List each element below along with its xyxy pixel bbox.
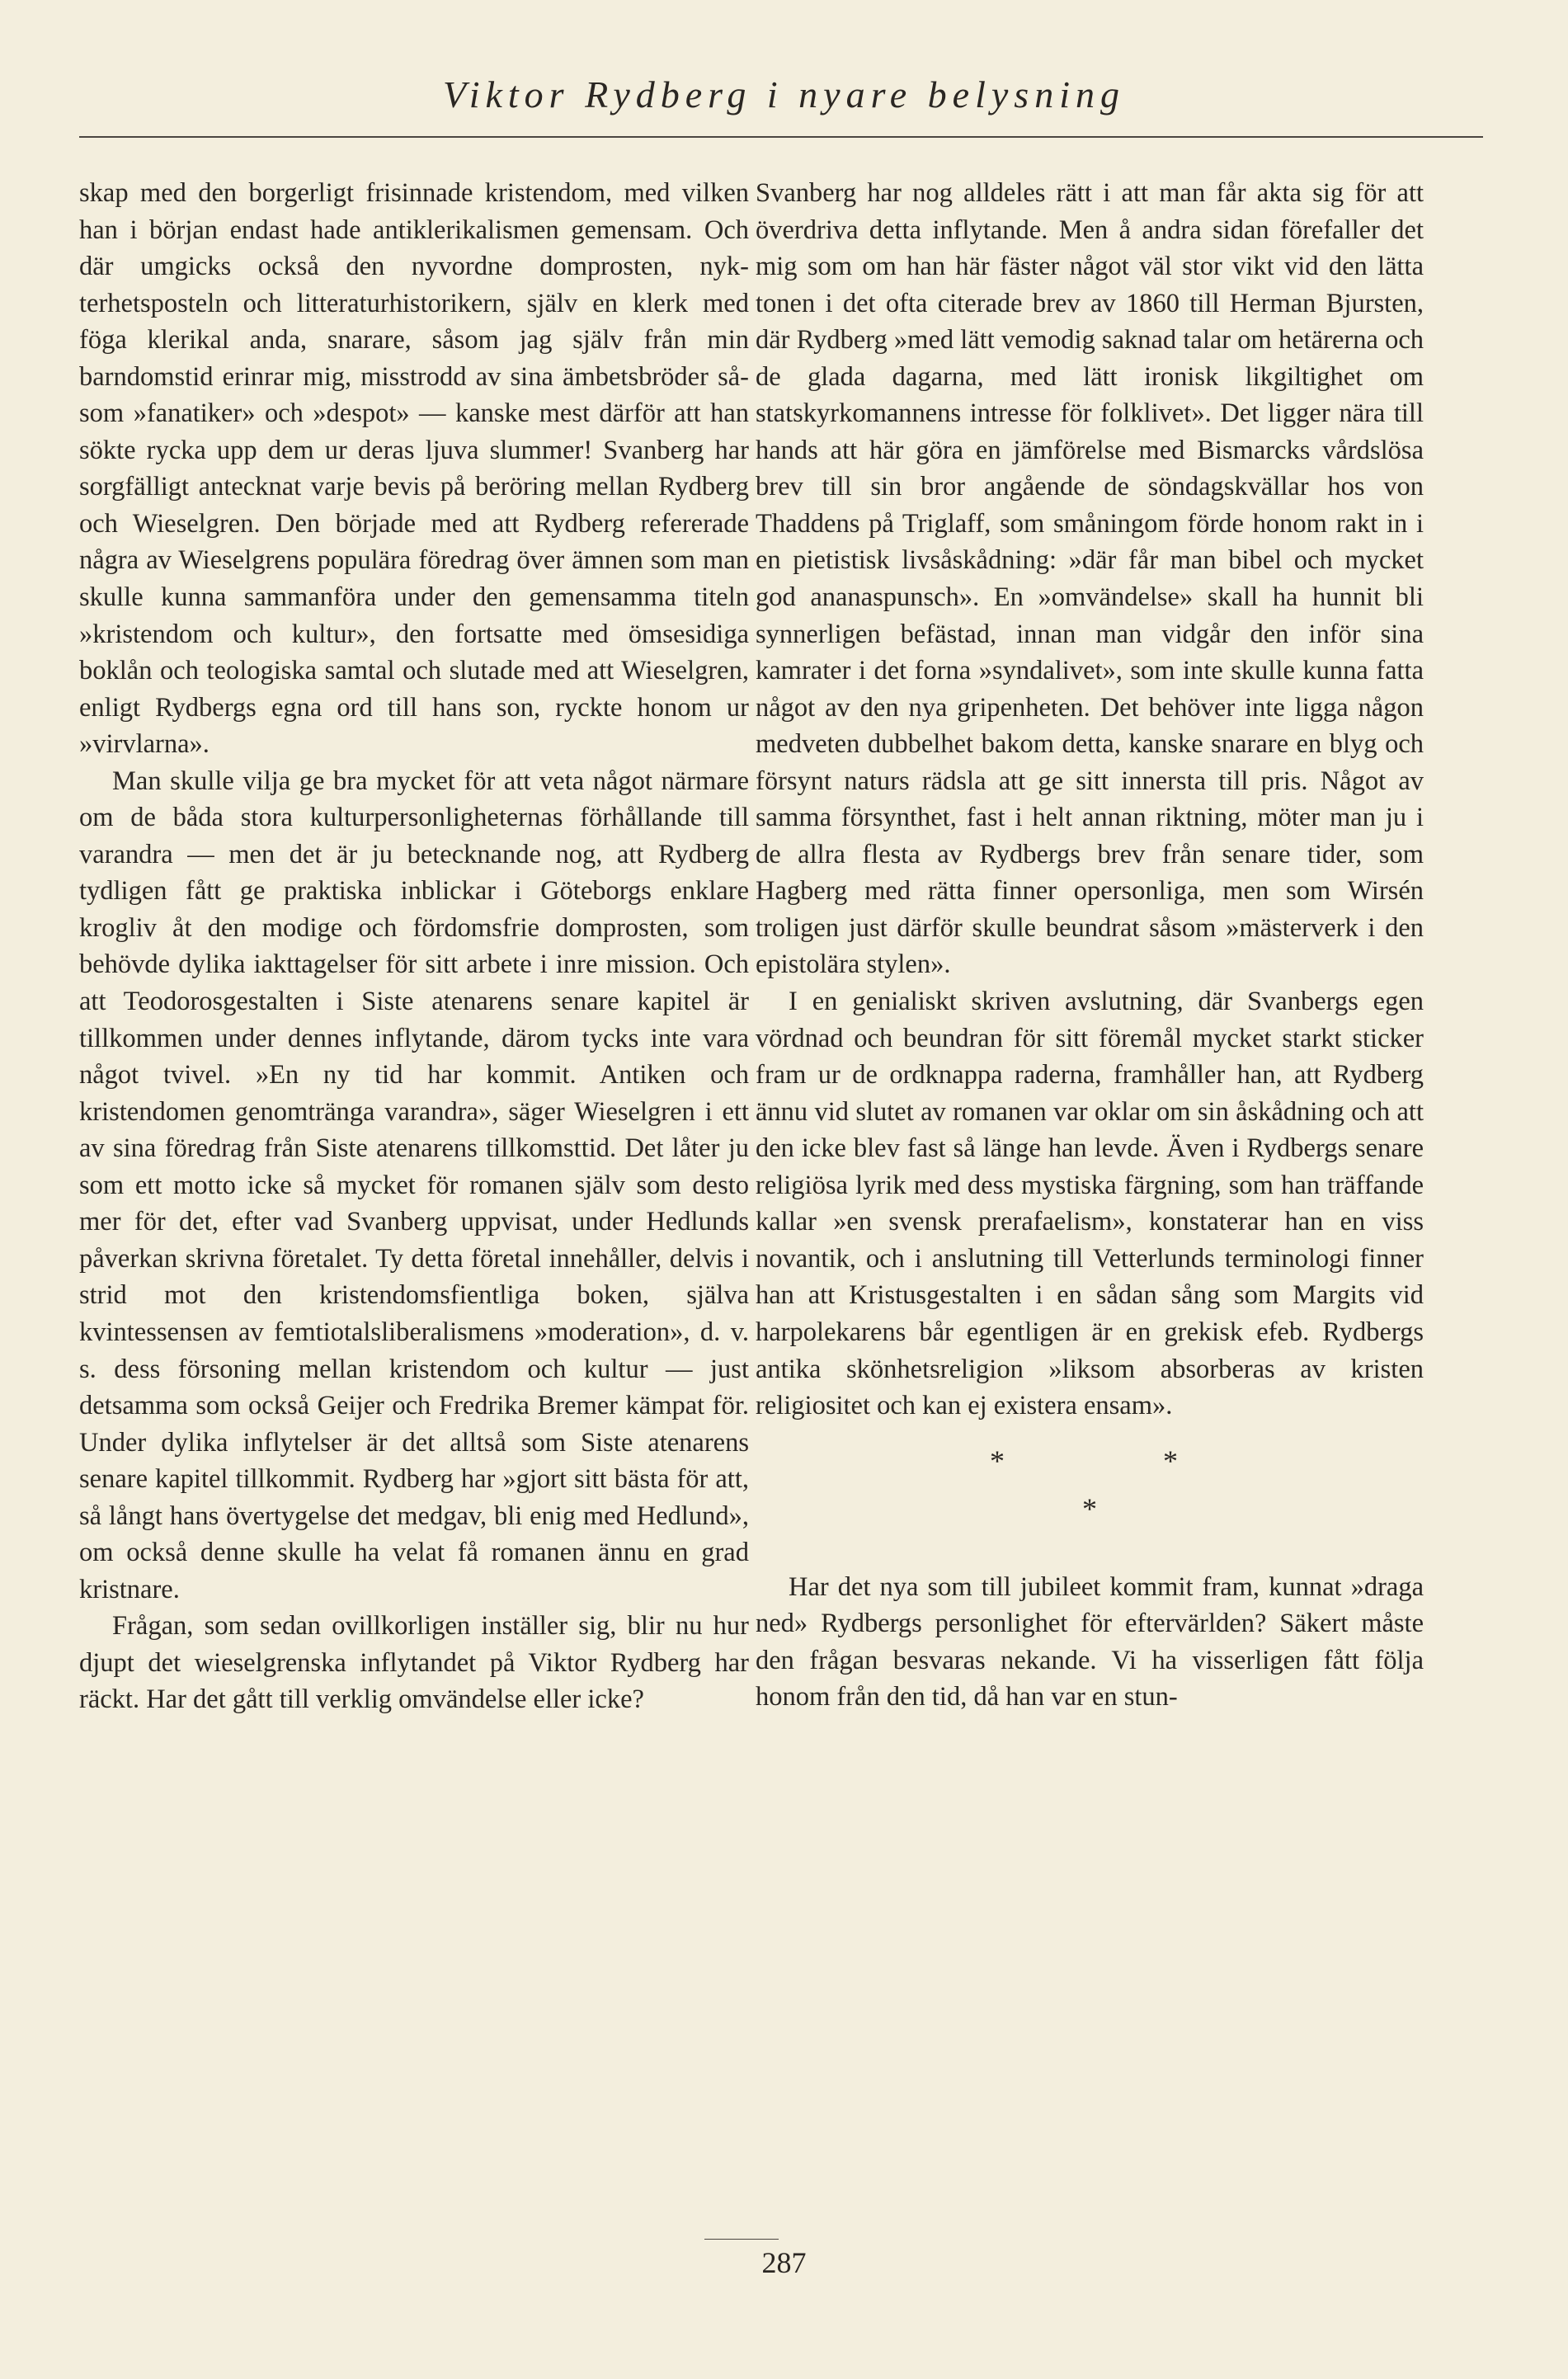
paragraph: Frågan, som sedan ovillkorligen inställer sig, blir nu hur djupt det wieselgrenska inflytandet på Viktor Rydberg har räckt. Har det gått till verklig omvändelse eller icke? — [79, 1611, 749, 1715]
paragraph: Svanberg har nog alldeles rätt i att man får akta sig för att överdriva detta inflytande. Men å andra sidan förefaller det mig som om han här fäster något väl stor vikt vid den lätta tonen i det ofta citerade brev av 1860 till Herman Bjursten, där Rydberg »med lätt vemodig saknad talar om hetärerna och de glada dagarna, med lätt ironisk likgiltighet om statskyrkomannens intresse för folklivet». Det ligger nära till hands att här göra en jämförelse med Bismarcks vårdslösa brev till sin bror angående de söndagskvällar hos von Thaddens på Triglaff, som småningom förde honom rakt in i en pietistisk livsåskådning: »där får man bibel och mycket god ananaspunsch». En »omvändelse» skall ha hunnit bli synnerligen befästad, innan man vidgår den inför sina kamrater i det forna »syndalivet», som inte skulle kunna fatta något av den nya gripenheten. Det behöver inte ligga någon medveten dubbelhet bakom detta, kanske snarare en blyg och försynt naturs rädsla att ge sitt innersta till pris. Något av samma försynthet, fast i helt annan riktning, möter man ju i de allra flesta av Rydbergs brev från senare tider, som Hagberg med rätta finner opersonliga, men som Wirsén troligen just därför skulle beundrat såsom »mästerverk i den epistolära stylen». — [756, 178, 1424, 980]
folio-rule — [704, 2239, 779, 2240]
header-rule — [79, 136, 1483, 138]
paragraph: skap med den borgerligt frisinnade kristendom, med vilken han i början endast hade antiklerikalismen gemensam. Och där umgicks också den nyvordne domprosten, nykterhetsposteln och litteraturhistorikern, själv en klerk med föga klerikal anda, snarare, såsom jag själv från min barndomstid erinrar mig, misstrodd av sina ämbetsbröder såsom »fanatiker» och »despot» — kanske mest därför att han sökte rycka upp dem ur deras ljuva slummer! Svanberg har sorgfälligt antecknat varje bevis på beröring mellan Rydberg och Wieselgren. Den började med att Rydberg refererade några av Wieselgrens populära föredrag över ämnen som man skulle kunna sammanföra under den gemensamma titeln »kristendom och kultur», den fortsatte med ömsesidiga boklån och teologiska samtal och slutade med att Wieselgren, enligt Rydbergs egna ord till hans son, ryckte honom ur »virvlarna». — [79, 178, 749, 760]
section-separator — [756, 1425, 1424, 1569]
asterisk: * — [1163, 1444, 1178, 1477]
left-column — [79, 175, 749, 1718]
paragraph: Man skulle vilja ge bra mycket för att veta något närmare om de båda stora kulturpersonligheternas förhållande till varandra — men det är ju betecknande nog, att Rydberg tydligen fått ge praktiska inblickar i Göteborgs enklare krogliv åt den modige och fördomsfrie domprosten, som behövde dylika iakttagelser för sitt arbete i inre mission. Och att Teodorosgestalten i Siste atenarens senare kapitel är tillkommen under dennes inflytande, därom tycks inte vara något tvivel. »En ny tid har kommit. Antiken och kristendomen genomtränga varandra», säger Wieselgren i ett av sina föredrag från Siste atenarens tillkomsttid. Det låter ju som ett motto icke så mycket för romanen själv som desto mer för det, efter vad Svanberg uppvisat, under Hedlunds påverkan skrivna företalet. Ty detta företal innehåller, delvis i strid mot den kristendomsfientliga boken, själva kvintessensen av femtiotalsliberalismens »moderation», d. v. s. dess försoning mellan kristendom och kultur — just detsamma som också Geijer och Fredrika Bremer kämpat för. Under dylika inflytelser är det alltså som Siste atenarens senare kapitel tillkommit. Rydberg har »gjort sitt bästa för att, så långt hans övertygelse det medgav, bli enig med Hedlund», om också denne skulle ha velat få romanen ännu en grad kristnare. — [79, 766, 749, 1604]
paragraph: Har det nya som till jubileet kommit fram, kunnat »draga ned» Rydbergs personlighet för eftervärlden? Säkert måste den frågan besvaras nekande. Vi ha visserligen fått följa honom från den tid, då han var en stun- — [756, 1571, 1424, 1712]
paragraph: I en genialiskt skriven avslutning, där Svanbergs egen vördnad och beundran för sitt föremål mycket starkt sticker fram ur de ordknappa raderna, framhåller han, att Rydberg ännu vid slutet av romanen var oklar om sin åskådning och att den icke blev fast så länge han levde. Även i Rydbergs senare religiösa lyrik med dess mystiska färgning, som han träffande kallar »en svensk prerafaelism», konstaterar han en viss novantik, och i anslutning till Vetterlunds terminologi finner han att Kristusgestalten i en sådan sång som Margits vid harpolekarens bår egentligen är en grekisk efeb. Rydbergs antika skönhetsreligion »liksom absorberas av kristen religiositet och kan ej existera ensam». — [756, 987, 1424, 1421]
asterisk: * — [1082, 1491, 1097, 1525]
page-number: 287 — [761, 2246, 807, 2279]
running-header: Viktor Rydberg i nyare belysning — [443, 73, 1125, 115]
asterisk: * — [990, 1444, 1005, 1477]
right-column — [756, 175, 1424, 1716]
